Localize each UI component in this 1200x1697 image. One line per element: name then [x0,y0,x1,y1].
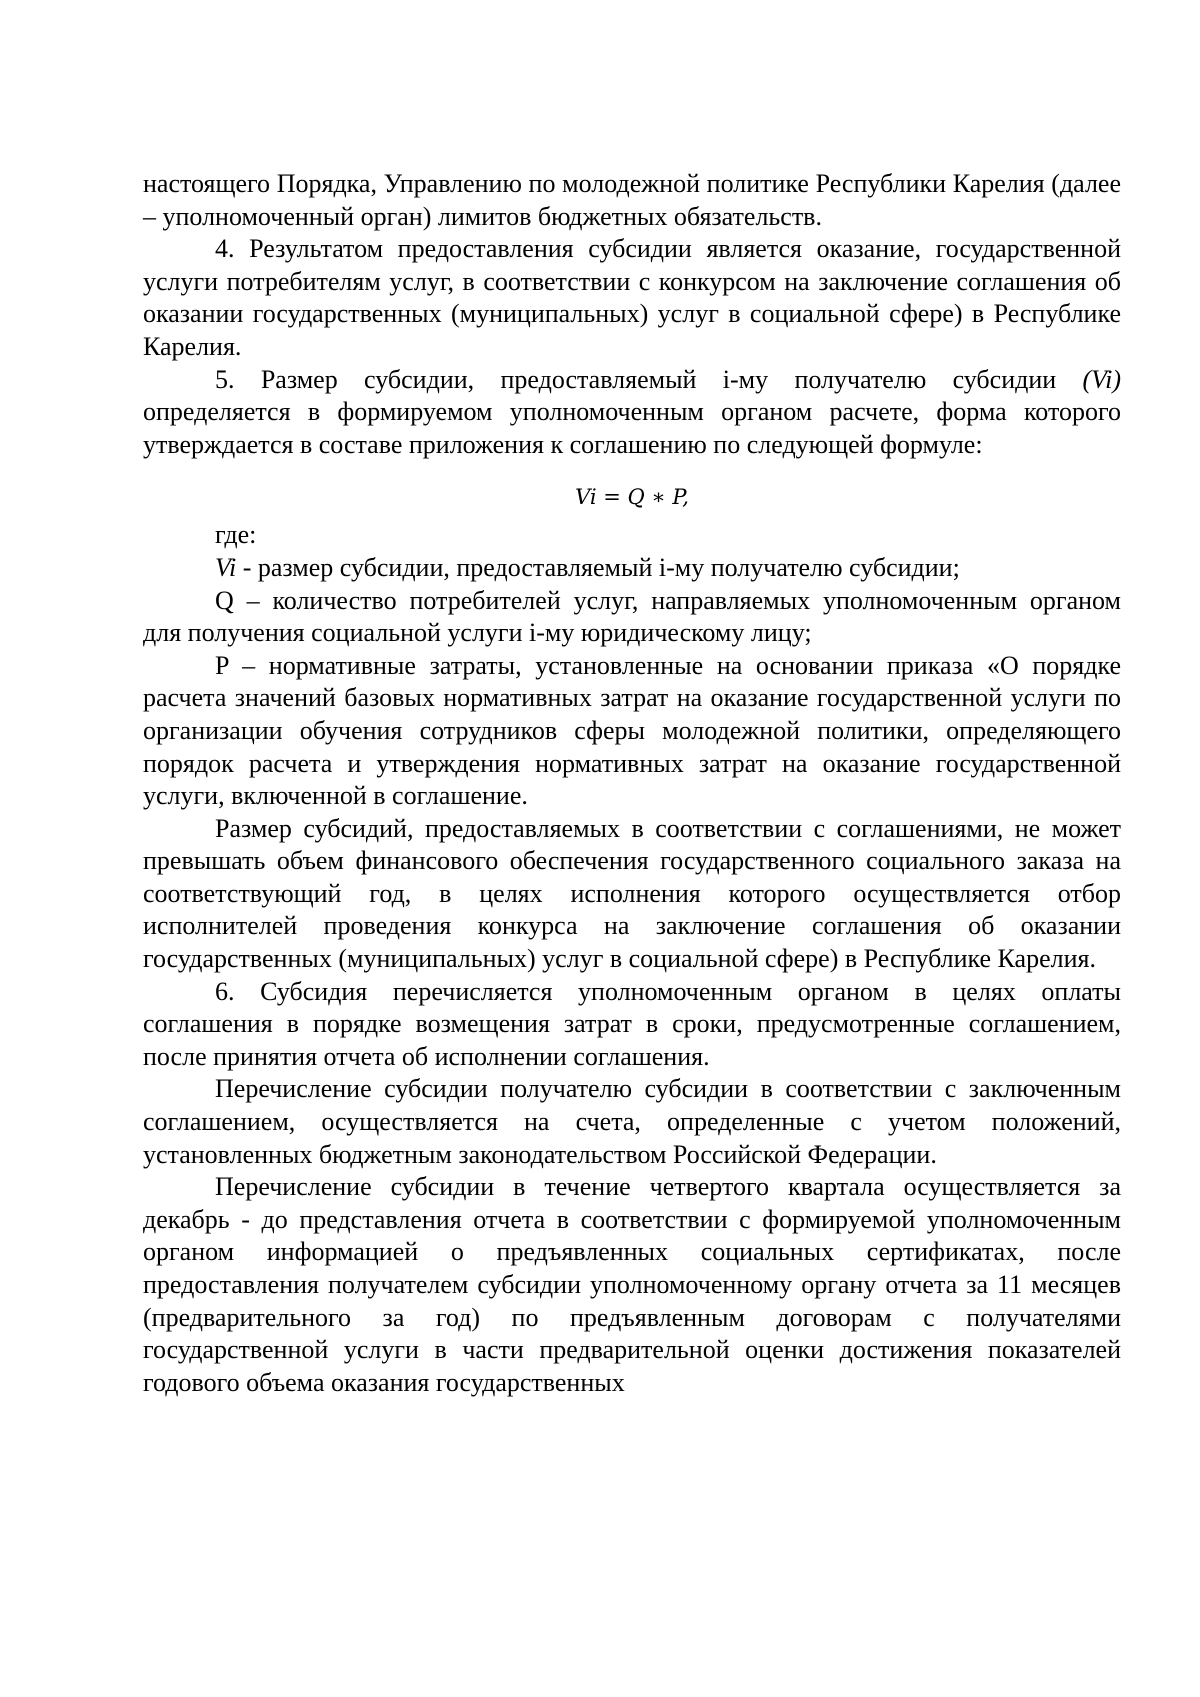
paragraph-transfer-accounts: Перечисление субсидии получателю субсидии в соответствии с заключенным соглашением, осуществляется на счета, определенные с учетом положений, установленных бюджетным законодательством Российской Федерации. [143,1074,1121,1169]
definition-p: P – нормативные затраты, установленные на основании приказа «О порядке расчета значений базовых нормативных затрат на оказание государственной услуги по организации обучения сотрудников сферы молодежной политики, определяющего порядок расчета и утверждения нормативных затрат на оказание государственной услуги, включенной в соглашение. [143,650,1121,811]
paragraph-subsidy-limit: Размер субсидий, предоставляемых в соответствии с соглашениями, не может превышать объем финансового обеспечения государственного социального заказа на соответствующий год, в целях исполнения которого осуществляется отбор исполнителей проведения конкурса на заключение соглашения об оказании государственных (муниципальных) услуг в социальной сфере) в Республике Карелия. [143,813,1121,974]
definition-vi [143,552,1121,585]
paragraph-item-4: 4. Результатом предоставления субсидии является оказание, государственной услуги потребителям услуг, в соответствии с конкурсом на заключение соглашения об оказании государственных (муниципальных) услуг в социальной сфере) в Республике Карелия. [143,234,1121,361]
paragraph-item-6: 6. Субсидия перечисляется уполномоченным органом в целях оплаты соглашения в порядке возмещения затрат в сроки, предусмотренные соглашением, после принятия отчета об исполнении соглашения. [143,976,1121,1071]
paragraph-continuation: настоящего Порядка, Управлению по молодежной политике Республики Карелия (далее – уполномоченный орган) лимитов бюджетных обязательств. [143,169,1121,231]
definition-vi-variable: Vi [215,552,237,582]
definition-vi-text: - размер субсидии, предоставляемый i-му получателю субсидии; [236,552,960,582]
paragraph-fourth-quarter: Перечисление субсидии в течение четвертого квартала осуществляется за декабрь - до представления отчета в соответствии с формируемой уполномоченным органом информацией о предъявленных социальных сертификатах, после предоставления получателем субсидии уполномоченному органу отчета за 11 месяцев (предварительного за год) по предъявленным договорам с получателями государственной услуги в части предварительной оценки достижения показателей годового объема оказания государственных [143,1172,1121,1397]
where-label: где: [215,520,257,550]
formula: Vi = Q ∗ P, [575,485,689,510]
paragraph-item-5 [143,364,1121,462]
definition-q: Q – количество потребителей услуг, направляемых уполномоченным органом для получения социальной услуги i-му юридическому лицу; [143,585,1121,648]
document-page [143,168,1121,1399]
paragraph-item-5-end: определяется в формируемом уполномоченным органом расчете, форма которого утверждается в составе приложения к соглашению по следующей формуле: [143,397,1121,459]
variable-vi: (Vi) [1082,364,1121,394]
paragraph-item-5-start: 5. Размер субсидии, предоставляемый i-му получателю субсидии [215,364,1057,394]
